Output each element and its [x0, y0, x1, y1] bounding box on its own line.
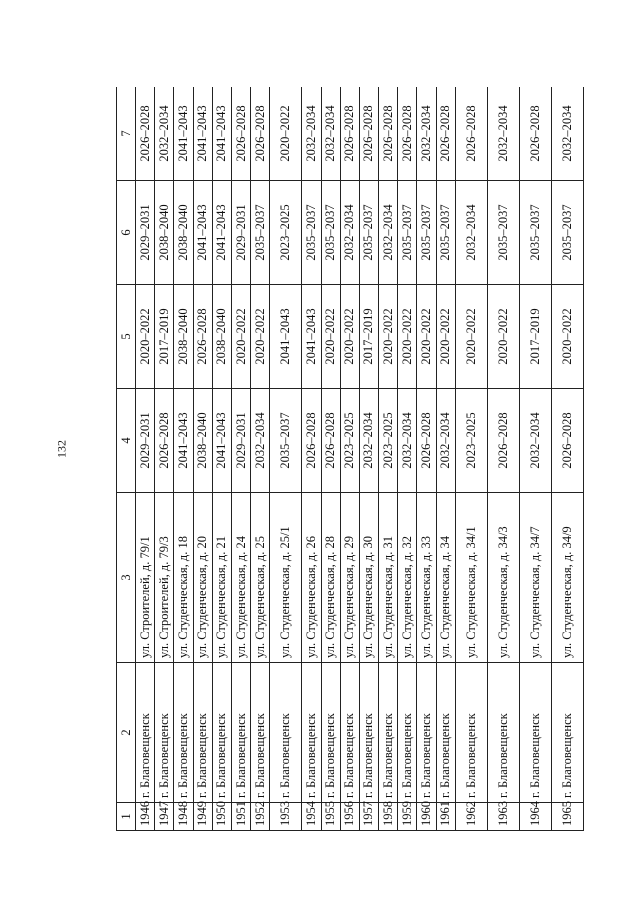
table-row	[270, 87, 302, 831]
period-col6-cell: 2035–2037	[321, 181, 340, 285]
period-col7-cell: 2020–2022	[270, 87, 302, 181]
period-col6-cell: 2035–2037	[436, 181, 455, 285]
address-cell: ул. Строителей, д. 79/1	[136, 493, 155, 663]
address-cell: ул. Студенческая, д. 18	[174, 493, 193, 663]
period-col6-cell: 2032–2034	[455, 181, 487, 285]
period-col4-cell: 2032–2034	[359, 389, 378, 493]
city-cell: г. Благовещенск	[155, 663, 174, 803]
period-col5-cell: 2017–2019	[519, 285, 551, 389]
period-col5-cell: 2026–2028	[193, 285, 212, 389]
header-cell-5: 5	[117, 285, 136, 389]
period-col4-cell: 2026–2028	[155, 389, 174, 493]
housing-schedule-table	[116, 87, 584, 831]
address-cell: ул. Студенческая, д. 20	[193, 493, 212, 663]
period-col4-cell: 2032–2034	[519, 389, 551, 493]
table-row	[379, 87, 398, 831]
table-row	[321, 87, 340, 831]
city-cell: г. Благовещенск	[251, 663, 270, 803]
address-cell: ул. Строителей, д. 79/3	[155, 493, 174, 663]
period-col6-cell: 2035–2037	[519, 181, 551, 285]
row-number: 1951	[231, 803, 250, 831]
city-cell: г. Благовещенск	[174, 663, 193, 803]
city-cell: г. Благовещенск	[436, 663, 455, 803]
row-number: 1963	[487, 803, 519, 831]
row-number: 1952	[251, 803, 270, 831]
row-number: 1962	[455, 803, 487, 831]
table-row	[519, 87, 551, 831]
period-col7-cell: 2041–2043	[174, 87, 193, 181]
table-row	[251, 87, 270, 831]
period-col7-cell: 2026–2028	[436, 87, 455, 181]
period-col4-cell: 2035–2037	[270, 389, 302, 493]
table-row	[340, 87, 359, 831]
header-cell-6: 6	[117, 181, 136, 285]
address-cell: ул. Студенческая, д. 34/9	[551, 493, 583, 663]
period-col4-cell: 2029–2031	[136, 389, 155, 493]
period-col7-cell: 2032–2034	[321, 87, 340, 181]
period-col5-cell: 2020–2022	[231, 285, 250, 389]
period-col5-cell: 2020–2022	[551, 285, 583, 389]
table-row	[359, 87, 378, 831]
city-cell: г. Благовещенск	[136, 663, 155, 803]
row-number: 1953	[270, 803, 302, 831]
address-cell: ул. Студенческая, д. 34/3	[487, 493, 519, 663]
period-col6-cell: 2035–2037	[551, 181, 583, 285]
table-row	[193, 87, 212, 831]
header-cell-1: 1	[117, 803, 136, 831]
period-col5-cell: 2020–2022	[487, 285, 519, 389]
address-cell: ул. Студенческая, д. 34/7	[519, 493, 551, 663]
header-cell-4: 4	[117, 389, 136, 493]
period-col6-cell: 2023–2025	[270, 181, 302, 285]
table-row	[302, 87, 321, 831]
city-cell: г. Благовещенск	[359, 663, 378, 803]
table-row	[231, 87, 250, 831]
table-row	[551, 87, 583, 831]
period-col5-cell: 2020–2022	[321, 285, 340, 389]
address-cell: ул. Студенческая, д. 33	[417, 493, 436, 663]
address-cell: ул. Студенческая, д. 25/1	[270, 493, 302, 663]
period-col5-cell: 2020–2022	[136, 285, 155, 389]
period-col5-cell: 2020–2022	[340, 285, 359, 389]
row-number: 1948	[174, 803, 193, 831]
period-col5-cell: 2020–2022	[436, 285, 455, 389]
period-col5-cell: 2020–2022	[251, 285, 270, 389]
table-row	[212, 87, 231, 831]
city-cell: г. Благовещенск	[270, 663, 302, 803]
row-number: 1958	[379, 803, 398, 831]
city-cell: г. Благовещенск	[398, 663, 417, 803]
period-col6-cell: 2035–2037	[417, 181, 436, 285]
period-col7-cell: 2032–2034	[487, 87, 519, 181]
period-col6-cell: 2032–2034	[379, 181, 398, 285]
row-number: 1955	[321, 803, 340, 831]
address-cell: ул. Студенческая, д. 21	[212, 493, 231, 663]
city-cell: г. Благовещенск	[193, 663, 212, 803]
period-col7-cell: 2032–2034	[302, 87, 321, 181]
period-col6-cell: 2038–2040	[155, 181, 174, 285]
period-col7-cell: 2026–2028	[231, 87, 250, 181]
period-col5-cell: 2041–2043	[302, 285, 321, 389]
period-col7-cell: 2032–2034	[551, 87, 583, 181]
city-cell: г. Благовещенск	[417, 663, 436, 803]
city-cell: г. Благовещенск	[321, 663, 340, 803]
table-body	[136, 87, 584, 831]
city-cell: г. Благовещенск	[212, 663, 231, 803]
header-cell-2: 2	[117, 663, 136, 803]
city-cell: г. Благовещенск	[340, 663, 359, 803]
period-col4-cell: 2041–2043	[174, 389, 193, 493]
table-container	[116, 87, 584, 831]
header-cell-3: 3	[117, 493, 136, 663]
city-cell: г. Благовещенск	[519, 663, 551, 803]
row-number: 1956	[340, 803, 359, 831]
period-col5-cell: 2020–2022	[417, 285, 436, 389]
period-col4-cell: 2026–2028	[487, 389, 519, 493]
period-col6-cell: 2041–2043	[193, 181, 212, 285]
period-col4-cell: 2026–2028	[321, 389, 340, 493]
period-col4-cell: 2032–2034	[398, 389, 417, 493]
table-row	[455, 87, 487, 831]
period-col6-cell: 2038–2040	[174, 181, 193, 285]
period-col7-cell: 2026–2028	[519, 87, 551, 181]
address-cell: ул. Студенческая, д. 25	[251, 493, 270, 663]
header-cell-7: 7	[117, 87, 136, 181]
period-col4-cell: 2041–2043	[212, 389, 231, 493]
period-col7-cell: 2026–2028	[136, 87, 155, 181]
period-col7-cell: 2026–2028	[340, 87, 359, 181]
period-col6-cell: 2035–2037	[398, 181, 417, 285]
address-cell: ул. Студенческая, д. 31	[379, 493, 398, 663]
row-number: 1947	[155, 803, 174, 831]
period-col7-cell: 2041–2043	[212, 87, 231, 181]
period-col7-cell: 2026–2028	[251, 87, 270, 181]
period-col7-cell: 2026–2028	[359, 87, 378, 181]
table-row	[436, 87, 455, 831]
period-col5-cell: 2041–2043	[270, 285, 302, 389]
period-col5-cell: 2017–2019	[155, 285, 174, 389]
period-col4-cell: 2026–2028	[551, 389, 583, 493]
city-cell: г. Благовещенск	[455, 663, 487, 803]
rotated-table	[116, 87, 584, 831]
address-cell: ул. Студенческая, д. 34	[436, 493, 455, 663]
table-row	[487, 87, 519, 831]
city-cell: г. Благовещенск	[487, 663, 519, 803]
period-col5-cell: 2038–2040	[212, 285, 231, 389]
period-col6-cell: 2035–2037	[359, 181, 378, 285]
period-col5-cell: 2020–2022	[455, 285, 487, 389]
page-number: 132	[54, 440, 69, 458]
table-row	[417, 87, 436, 831]
address-cell: ул. Студенческая, д. 30	[359, 493, 378, 663]
period-col5-cell: 2017–2019	[359, 285, 378, 389]
row-number: 1961	[436, 803, 455, 831]
period-col7-cell: 2041–2043	[193, 87, 212, 181]
table-row	[136, 87, 155, 831]
row-number: 1954	[302, 803, 321, 831]
period-col6-cell: 2029–2031	[136, 181, 155, 285]
address-cell: ул. Студенческая, д. 34/1	[455, 493, 487, 663]
row-number: 1957	[359, 803, 378, 831]
period-col4-cell: 2023–2025	[340, 389, 359, 493]
row-number: 1965	[551, 803, 583, 831]
period-col5-cell: 2020–2022	[379, 285, 398, 389]
period-col4-cell: 2038–2040	[193, 389, 212, 493]
row-number: 1960	[417, 803, 436, 831]
address-cell: ул. Студенческая, д. 32	[398, 493, 417, 663]
address-cell: ул. Студенческая, д. 28	[321, 493, 340, 663]
city-cell: г. Благовещенск	[379, 663, 398, 803]
period-col5-cell: 2038–2040	[174, 285, 193, 389]
period-col7-cell: 2032–2034	[417, 87, 436, 181]
period-col7-cell: 2032–2034	[155, 87, 174, 181]
address-cell: ул. Студенческая, д. 24	[231, 493, 250, 663]
period-col4-cell: 2032–2034	[436, 389, 455, 493]
period-col7-cell: 2026–2028	[379, 87, 398, 181]
table-row	[398, 87, 417, 831]
period-col4-cell: 2026–2028	[302, 389, 321, 493]
address-cell: ул. Студенческая, д. 29	[340, 493, 359, 663]
period-col6-cell: 2041–2043	[212, 181, 231, 285]
period-col4-cell: 2032–2034	[251, 389, 270, 493]
address-cell: ул. Студенческая, д. 26	[302, 493, 321, 663]
table-row	[155, 87, 174, 831]
period-col6-cell: 2032–2034	[340, 181, 359, 285]
period-col6-cell: 2029–2031	[231, 181, 250, 285]
period-col7-cell: 2026–2028	[398, 87, 417, 181]
period-col6-cell: 2035–2037	[487, 181, 519, 285]
period-col5-cell: 2020–2022	[398, 285, 417, 389]
row-number: 1959	[398, 803, 417, 831]
period-col4-cell: 2023–2025	[379, 389, 398, 493]
header-row	[117, 87, 136, 831]
city-cell: г. Благовещенск	[551, 663, 583, 803]
period-col4-cell: 2026–2028	[417, 389, 436, 493]
period-col4-cell: 2029–2031	[231, 389, 250, 493]
period-col6-cell: 2035–2037	[251, 181, 270, 285]
city-cell: г. Благовещенск	[302, 663, 321, 803]
row-number: 1950	[212, 803, 231, 831]
row-number: 1949	[193, 803, 212, 831]
row-number: 1946	[136, 803, 155, 831]
period-col4-cell: 2023–2025	[455, 389, 487, 493]
row-number: 1964	[519, 803, 551, 831]
table-row	[174, 87, 193, 831]
city-cell: г. Благовещенск	[231, 663, 250, 803]
period-col7-cell: 2026–2028	[455, 87, 487, 181]
period-col6-cell: 2035–2037	[302, 181, 321, 285]
